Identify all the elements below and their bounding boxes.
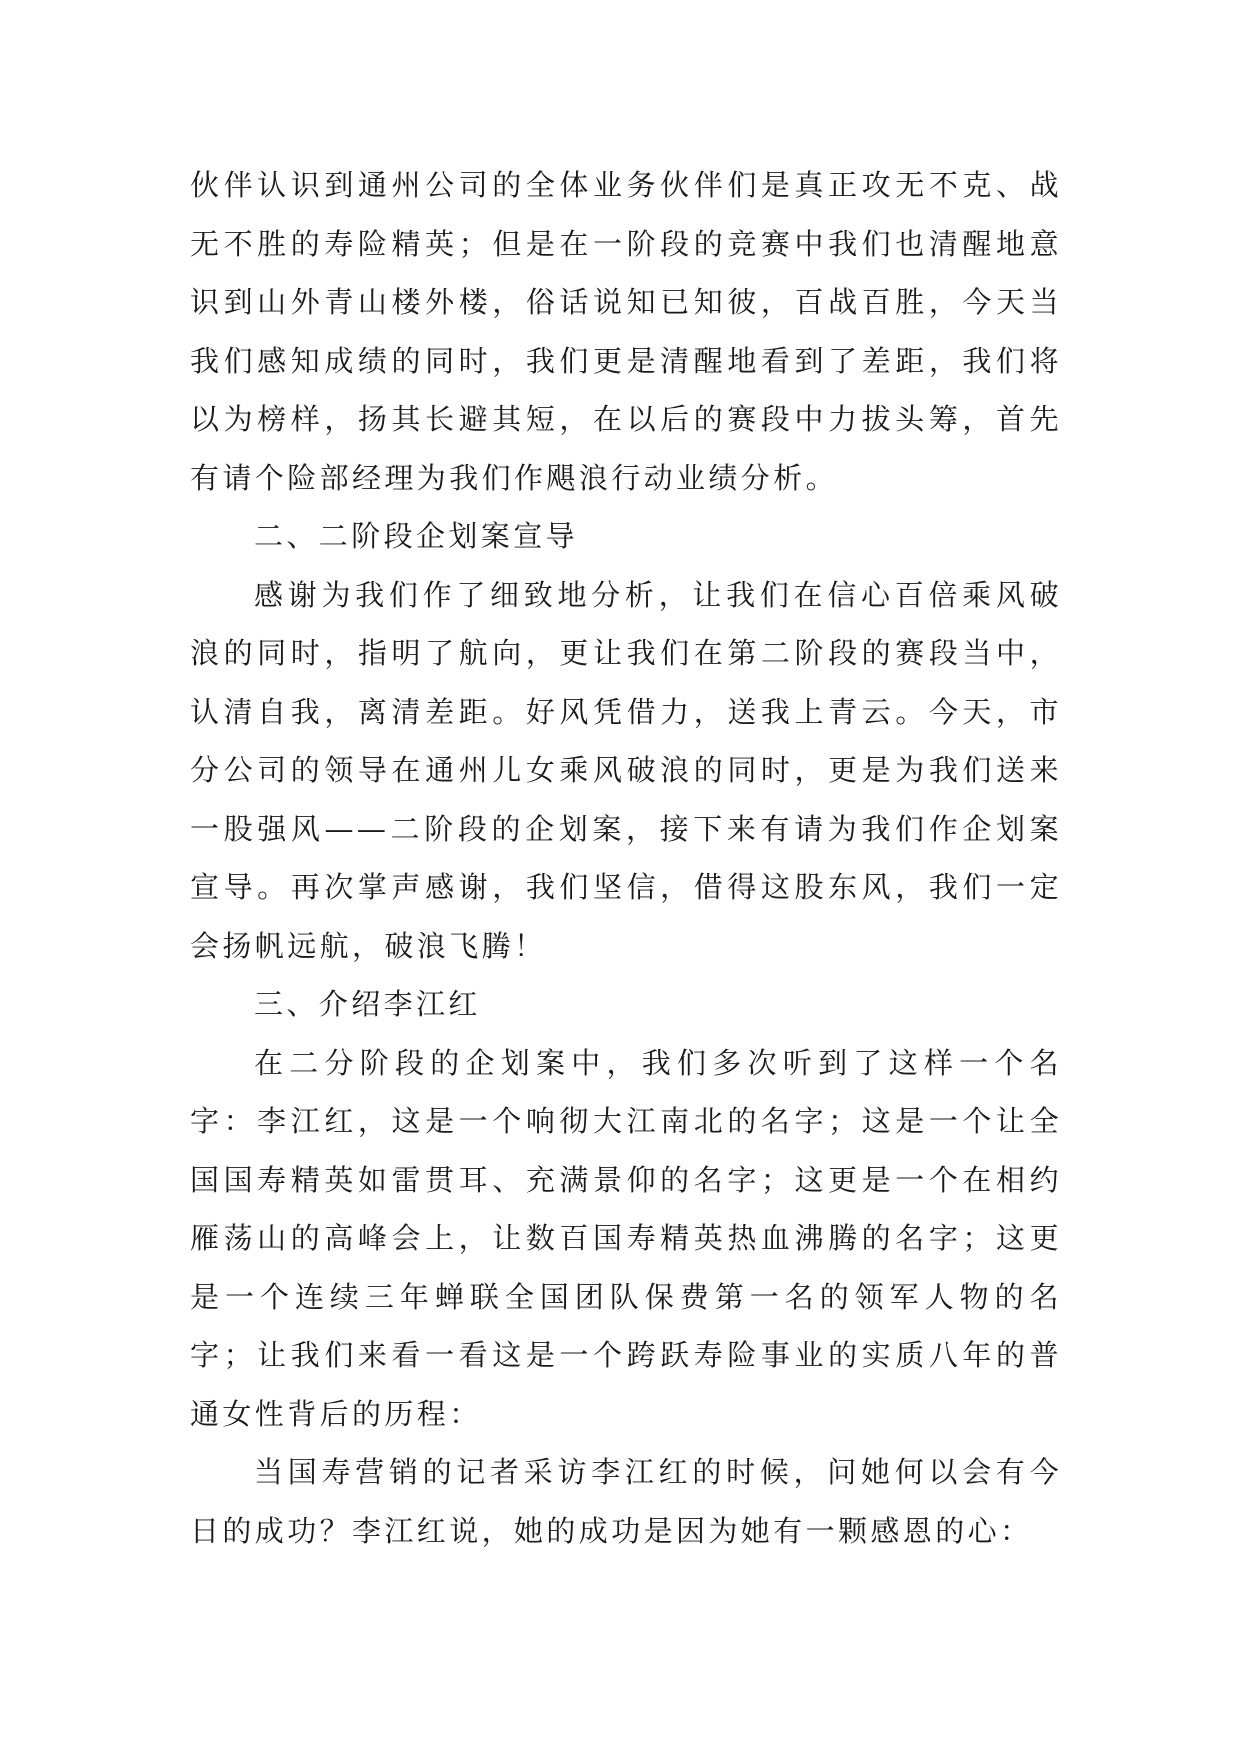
body-paragraph: 伙伴认识到通州公司的全体业务伙伴们是真正攻无不克、战无不胜的寿险精英；但是在一阶段的竞赛中我们也清醒地意识到山外青山楼外楼，俗话说知已知彼，百战百胜，今天当我们感知成绩的同时，我们更是清醒地看到了差距，我们将以为榜样，扬其长避其短，在以后的赛段中力拔头筹，首先有请个险部经理为我们作飓浪行动业绩分析。 [190,168,1062,495]
document-body [190,156,1062,1560]
section-heading: 二、二阶段企划案宣导 [254,519,579,553]
section-heading: 三、介绍李江红 [254,987,481,1021]
body-paragraph: 感谢为我们作了细致地分析，让我们在信心百倍乘风破浪的同时，指明了航向，更让我们在第二阶段的赛段当中，认清自我，离清差距。好风凭借力，送我上青云。今天，市分公司的领导在通州儿女乘风破浪的同时，更是为我们送来一股强风——二阶段的企划案，接下来有请为我们作企划案宣导。再次掌声感谢，我们坚信，借得这股东风，我们一定会扬帆远航，破浪飞腾！ [190,577,1062,963]
body-paragraph: 当国寿营销的记者采访李江红的时候，问她何以会有今日的成功？李江红说，她的成功是因为她有一颗感恩的心： [190,1455,1062,1548]
body-paragraph: 在二分阶段的企划案中，我们多次听到了这样一个名字：李江红，这是一个响彻大江南北的名字；这是一个让全国国寿精英如雷贯耳、充满景仰的名字；这更是一个在相约雁荡山的高峰会上，让数百国寿精英热血沸腾的名字；这更是一个连续三年蝉联全国团队保费第一名的领军人物的名字；让我们来看一看这是一个跨跃寿险事业的实质八年的普通女性背后的历程： [190,1045,1062,1431]
